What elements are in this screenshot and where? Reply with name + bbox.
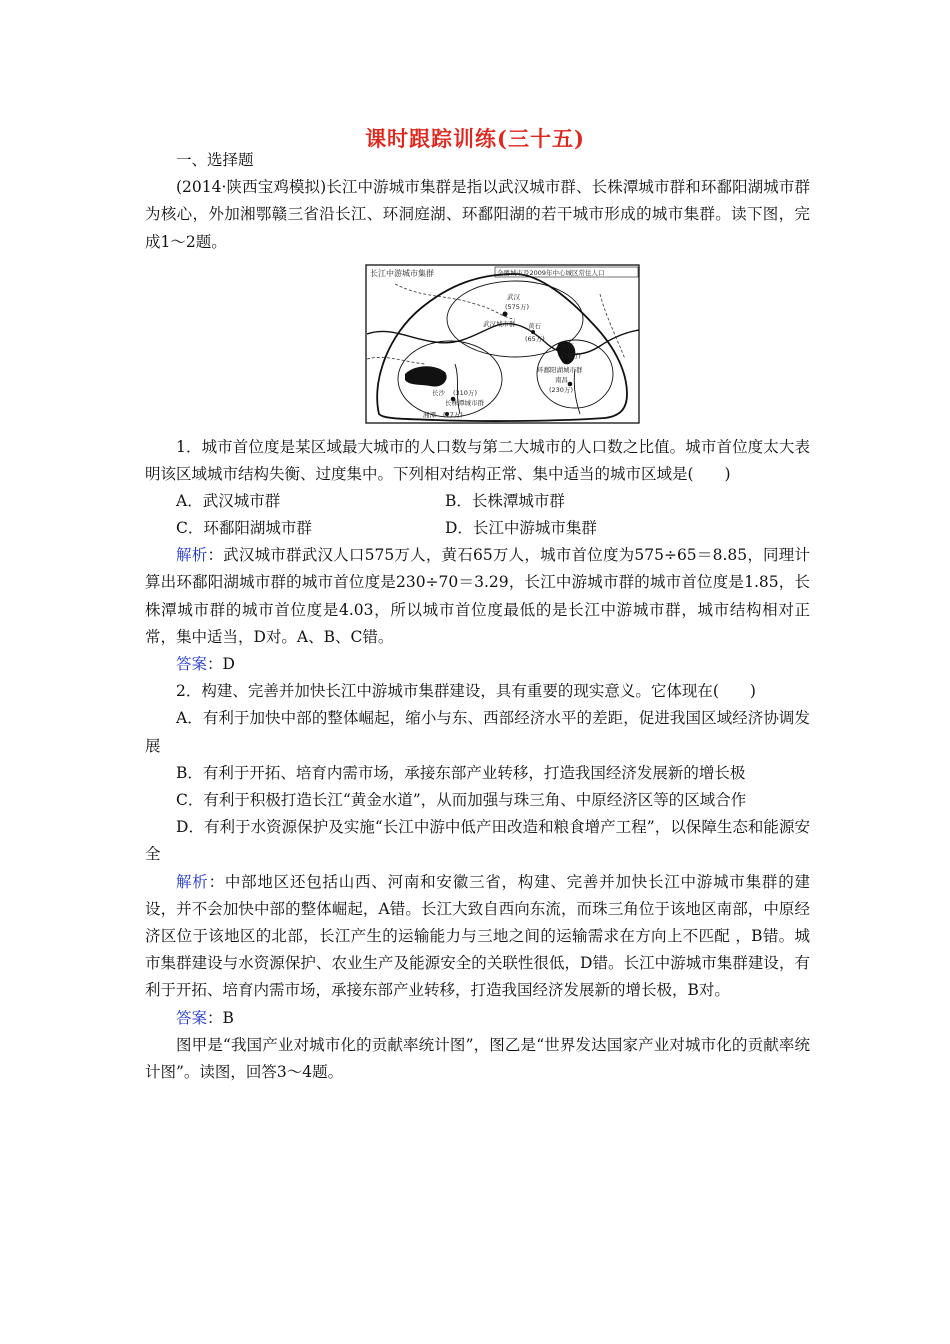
q1-analysis-label: 解析 bbox=[176, 546, 208, 565]
q2-analysis-text: ：中部地区还包括山西、河南和安徽三省，构建、完善并加快长江中游城市集群的建设，并不会加快中部的整体崛起，A错。长江大致自西向东流，而珠三角位于该地区南部，中原经济区位于该地区的北部，长江产生的运输能力与三地之间的运输需求在方向上不匹配 ，B错。城市集群建设与水资源保护、农业生产及能源安全的关联性很低，D错。长江中游城市集群建设，有利于开拓、培育内需市场，承接东部产业转移，打造我国经济发展新的增长极，B对。 bbox=[145, 872, 810, 1000]
label-xiangtan-pop: (77万) bbox=[443, 410, 463, 419]
q1-stem: 1．城市首位度是某区域最大城市的人口数与第二大城市的人口数之比值。城市首位度太大表明该区域城市结构失衡、过度集中。下列相对结构正常、集中适当的城市区域是( ) bbox=[145, 437, 810, 484]
label-jiujiang: 九江 bbox=[561, 341, 574, 350]
map-title: 长江中游城市集群 bbox=[370, 268, 434, 278]
label-huangshi: 黄石 bbox=[528, 321, 541, 330]
label-wuhan-group: 武汉城市群 bbox=[483, 319, 516, 328]
label-wuhan-pop: (575万) bbox=[505, 302, 529, 311]
q2-analysis-label: 解析 bbox=[176, 872, 209, 891]
q1-answer bbox=[145, 651, 810, 678]
q1-option-a: A．武汉城市群 bbox=[176, 492, 281, 511]
q2-option-c: C．有利于积极打造长江“黄金水道”，从而加强与珠三角、中原经济区等的区域合作 bbox=[176, 791, 747, 810]
label-nanchang-pop: (230万) bbox=[549, 385, 573, 394]
q1-options-row-2 bbox=[145, 515, 810, 542]
label-huangshi-pop: (65万) bbox=[525, 334, 545, 343]
label-xiangtan: 湘潭 bbox=[423, 410, 436, 419]
intro-paragraph-1: (2014·陕西宝鸡模拟)长江中游城市集群是指以武汉城市群、长株潭城市群和环鄱阳湖城市群为核心，外加湘鄂赣三省沿长江、环洞庭湖、环鄱阳湖的若干城市形成的城市集群。读下图，完成1～2题。 bbox=[145, 178, 810, 251]
document-body bbox=[145, 147, 810, 1086]
q1-analysis bbox=[145, 542, 810, 651]
q1-analysis-text: ：武汉城市群武汉人口575万人，黄石65万人，城市首位度为575÷65＝8.85，同理计算出环鄱阳湖城市群的城市首位度是230÷70＝3.29，长江中游城市群的城市首位度是1.85，长株潭城市群的城市首位度是4.03，所以城市首位度最低的是长江中游城市群，城市结构相对正常，集中适当，D对。A、B、C错。 bbox=[145, 546, 810, 646]
intro-paragraph-2: 图甲是“我国产业对城市化的贡献率统计图”，图乙是“世界发达国家产业对城市化的贡献率统计图”。读图，回答3～4题。 bbox=[145, 1035, 810, 1082]
q2-stem: 2．构建、完善并加快长江中游城市集群建设，具有重要的现实意义。它体现在( ) bbox=[176, 682, 756, 701]
q2-option-d: D．有利于水资源保护及实施“长江中游中低产田改造和粮食增产工程”，以保障生态和能源安全 bbox=[145, 818, 810, 864]
label-jiujiang-pop: (70万) bbox=[561, 351, 581, 360]
map-figure bbox=[365, 264, 640, 424]
q1-answer-label: 答案 bbox=[176, 655, 208, 674]
q1-option-d: D．长江中游城市集群 bbox=[445, 519, 597, 538]
q2-answer bbox=[145, 1005, 810, 1032]
q2-option-a: A．有利于加快中部的整体崛起，缩小与东、西部经济水平的差距，促进我国区域经济协调发展 bbox=[145, 709, 810, 755]
section-heading: 一、选择题 bbox=[176, 151, 254, 169]
q2-option-b: B．有利于开拓、培育内需市场，承接东部产业转移，打造我国经济发展新的增长极 bbox=[176, 763, 746, 782]
label-changsha: 长沙 bbox=[432, 388, 445, 397]
q2-answer-text: ：B bbox=[207, 1008, 234, 1027]
label-czt-group: 长株潭城市群 bbox=[445, 398, 484, 407]
q1-options-row-1 bbox=[145, 488, 810, 515]
q2-analysis bbox=[145, 869, 810, 1005]
q1-option-b: B．长株潭城市群 bbox=[445, 492, 565, 511]
label-wuhan: 武汉 bbox=[507, 292, 520, 301]
city-cluster-map bbox=[365, 264, 640, 424]
label-changsha-pop: (310万) bbox=[453, 388, 477, 397]
q2-answer-label: 答案 bbox=[176, 1008, 208, 1027]
map-legend: 全要城市及2009年中心城区常住人口 bbox=[497, 268, 605, 277]
label-nanchang: 南昌 bbox=[555, 375, 568, 384]
q1-answer-text: ：D bbox=[207, 655, 235, 674]
page-title: 课时跟踪训练(三十五) bbox=[365, 126, 585, 151]
q1-option-c: C．环鄱阳湖城市群 bbox=[176, 519, 312, 538]
label-poyang-group: 环鄱阳湖城市群 bbox=[537, 365, 583, 374]
